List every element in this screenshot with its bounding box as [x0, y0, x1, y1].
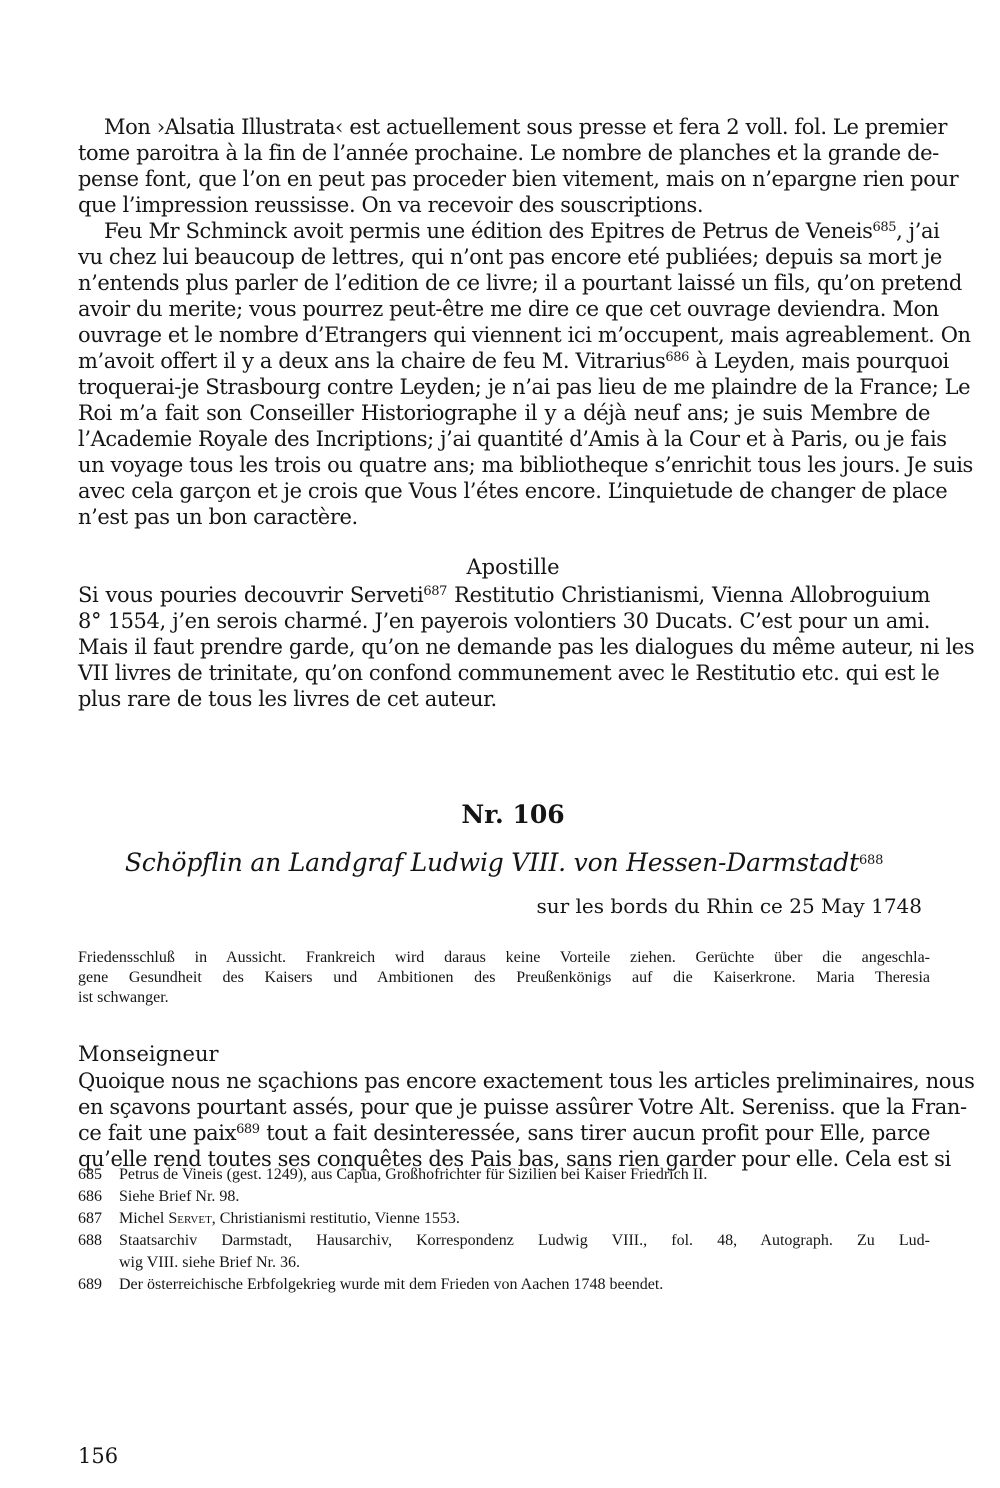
- footnote-text-segment: Michel: [119, 1210, 169, 1227]
- footnote-text: [119, 1208, 930, 1230]
- text-segment: Si vous pouries decouvrir Serveti: [78, 583, 424, 607]
- footnote-text: Siehe Brief Nr. 98.: [119, 1188, 240, 1205]
- text-line: un voyage tous les trois ou quatre ans; ma bibliotheque s’enrichit tous les jours. Je suis: [78, 453, 973, 477]
- text-segment: Feu Mr Schminck avoit permis une édition des Epitres de Petrus de Veneis: [104, 219, 873, 243]
- letter-number: Nr. 106: [461, 800, 565, 829]
- footnote-687: [78, 1208, 930, 1230]
- letter-heading: [78, 848, 930, 877]
- text-line: troquerai-je Strasbourg contre Leyden; je n’ai pas lieu de me plaindre de la France; Le: [78, 375, 971, 399]
- text-segment: , j’ai: [896, 219, 940, 243]
- footnote-ref-688: 688: [858, 853, 884, 868]
- footnote-ref-686: 686: [665, 350, 690, 365]
- text-line: [78, 348, 949, 374]
- regest-line: gene Gesundheit des Kaisers und Ambitionen des Preußenkönigs auf die Kaiserkrone. Maria Theresia: [78, 969, 930, 986]
- text-segment: ce fait une paix: [78, 1121, 237, 1145]
- text-line: que l’impression reussisse. On va recevoir des souscriptions.: [78, 193, 704, 217]
- text-line: pense font, que l’on en peut pas proceder bien vitement, mais on n’epargne rien pour: [78, 167, 959, 191]
- apostille-heading: Apostille: [466, 555, 560, 579]
- footnote-688: [78, 1230, 930, 1274]
- footnote-text: Petrus de Vineis (gest. 1249), aus Capua, Großhofrichter für Sizilien bei Kaiser Friedrich II.: [119, 1166, 708, 1183]
- paragraph-paix: [78, 1068, 975, 1172]
- text-line: vu chez lui beaucoup de lettres, qui n’ont pas encore eté publiées; depuis sa mort je: [78, 245, 942, 269]
- text-segment: Restitutio Christianismi, Vienna Allobroguium: [447, 583, 930, 607]
- footnotes: [78, 1164, 930, 1296]
- page-number: 156: [78, 1444, 119, 1468]
- text-line: tome paroitra à la fin de l’année prochaine. Le nombre de planches et la grande de-: [78, 141, 939, 165]
- regest-summary: [78, 948, 930, 1008]
- text-segment: à Leyden, mais pourquoi: [689, 349, 949, 373]
- salutation: Monseigneur: [78, 1042, 219, 1066]
- footnote-689: [78, 1274, 930, 1296]
- text-line: n’est pas un bon caractère.: [78, 505, 358, 529]
- footnote-686: [78, 1186, 930, 1208]
- footnote-text: [119, 1230, 930, 1274]
- text-line: ouvrage et le nombre d’Etrangers qui viennent ici m’occupent, mais agreablement. On: [78, 323, 971, 347]
- footnote-number: 687: [78, 1210, 102, 1227]
- footnote-number: 689: [78, 1276, 102, 1293]
- text-line: avec cela garçon et je crois que Vous l’étes encore. L’inquietude de changer de place: [78, 479, 948, 503]
- text-segment: m’avoit offert il y a deux ans la chaire de feu M. Vitrarius: [78, 349, 666, 373]
- regest-line: ist schwanger.: [78, 989, 169, 1006]
- text-line: plus rare de tous les livres de cet auteur.: [78, 687, 497, 711]
- paragraph-apostille: [78, 582, 975, 712]
- footnote-number: 685: [78, 1166, 102, 1183]
- text-line: [78, 582, 930, 608]
- footnote-ref-689: 689: [236, 1122, 260, 1137]
- text-line: Roi m’a fait son Conseiller Historiographe il y a déjà neuf ans; je suis Membre de: [78, 401, 930, 425]
- text-line: [78, 1120, 930, 1146]
- footnote-ref-687: 687: [423, 584, 447, 599]
- text-line: qu’elle rend toutes ses conquêtes des Pais bas, sans rien garder pour elle. Cela est si: [78, 1147, 951, 1171]
- letter-heading-text: Schöpflin an Landgraf Ludwig VIII. von Hessen-Darmstadt: [124, 848, 859, 877]
- paragraph-alsatia: [78, 114, 959, 218]
- text-line: n’entends plus parler de l’edition de ce livre; il a pourtant laissé un fils, qu’on pretend: [78, 271, 962, 295]
- paragraph-schminck: [78, 218, 973, 530]
- author-name: Servet: [168, 1210, 212, 1227]
- text-line: en sçavons pourtant assés, pour que je puisse assûrer Votre Alt. Sereniss. que la Fran-: [78, 1095, 967, 1119]
- text-line: VII livres de trinitate, qu’on confond communement avec le Restitutio etc. qui est le: [78, 661, 940, 685]
- text-line: l’Academie Royale des Incriptions; j’ai quantité d’Amis à la Cour et à Paris, ou je fais: [78, 427, 947, 451]
- dateline: sur les bords du Rhin ce 25 May 1748: [536, 894, 922, 918]
- text-line: [78, 218, 940, 244]
- text-line: Quoique nous ne sçachions pas encore exactement tous les articles preliminaires, nous: [78, 1069, 975, 1093]
- footnote-685: [78, 1164, 930, 1186]
- footnote-number: 688: [78, 1232, 102, 1249]
- footnote-line: Staatsarchiv Darmstadt, Hausarchiv, Korrespondenz Ludwig VIII., fol. 48, Autograph. Zu Lud-: [119, 1232, 930, 1249]
- footnote-number: 686: [78, 1188, 102, 1205]
- footnote-line: wig VIII. siehe Brief Nr. 36.: [119, 1254, 300, 1271]
- text-line: 8° 1554, j’en serois charmé. J’en payerois volontiers 30 Ducats. C’est pour un ami.: [78, 609, 930, 633]
- text-segment: tout a fait desinteressée, sans tirer aucun profit pour Elle, parce: [259, 1121, 931, 1145]
- footnote-text-segment: , Christianismi restitutio, Vienne 1553.: [211, 1210, 460, 1227]
- text-line: Mais il faut prendre garde, qu’on ne demande pas les dialogues du même auteur, ni les: [78, 635, 975, 659]
- text-line: Mon ›Alsatia Illustrata‹ est actuellement sous presse et fera 2 voll. fol. Le premier: [104, 115, 947, 139]
- text-line: avoir du merite; vous pourrez peut-être me dire ce que cet ouvrage deviendra. Mon: [78, 297, 939, 321]
- regest-line: Friedensschluß in Aussicht. Frankreich wird daraus keine Vorteile ziehen. Gerüchte über die angeschla-: [78, 949, 930, 966]
- footnote-text: Der österreichische Erbfolgekrieg wurde mit dem Frieden von Aachen 1748 beendet.: [119, 1276, 664, 1293]
- footnote-ref-685: 685: [872, 220, 897, 235]
